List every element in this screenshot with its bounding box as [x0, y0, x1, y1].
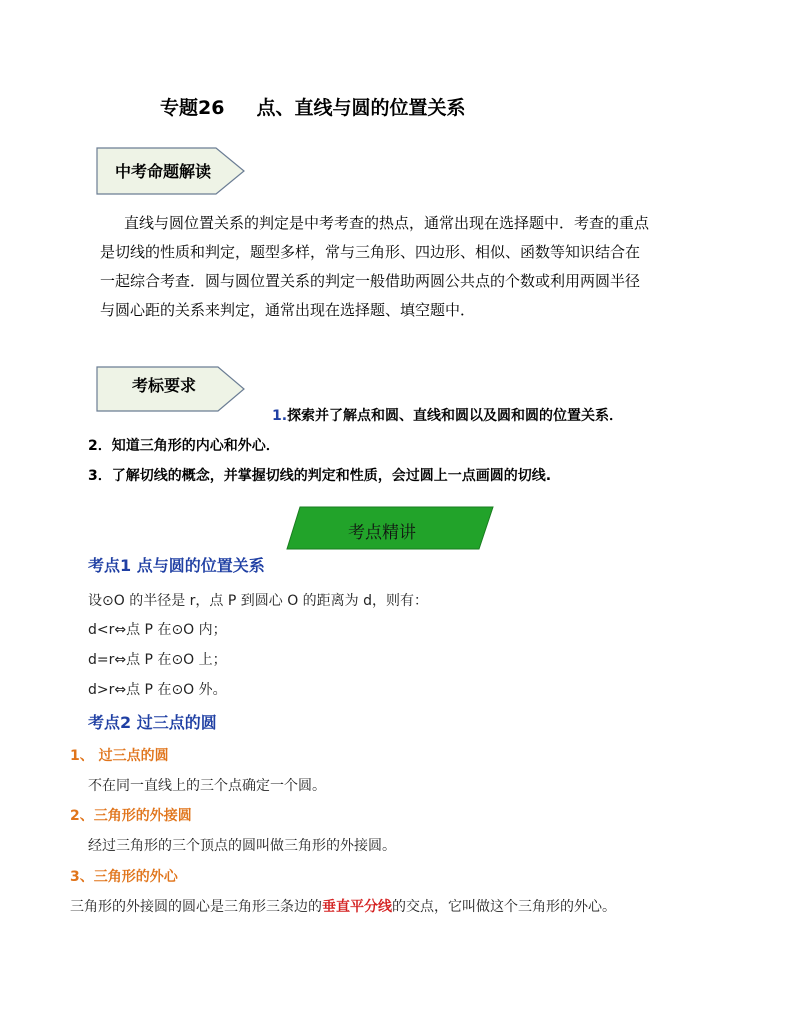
title-number: 专题26 [160, 97, 225, 119]
key-point-1-line: 设⊙O 的半径是 r，点 P 到圆心 O 的距离为 d，则有： [88, 593, 429, 609]
exam-analysis-paragraph [100, 209, 700, 325]
key-point-1-line: d=r⇔点 P 在⊙O 上； [88, 652, 227, 668]
requirement-item-3 [88, 465, 551, 485]
paragraph-line: 与圆心距的关系来判定，通常出现在选择题、填空题中． [100, 301, 476, 319]
key-point-1-line: d<r⇔点 P 在⊙O 内； [88, 622, 227, 638]
section-tag-requirements [96, 366, 246, 412]
text-segment: 的交点，它叫做这个三角形的外心。 [392, 899, 616, 915]
subsection-label-2: 2、三角形的外接圆 [70, 808, 192, 824]
subsection-text-2: 经过三角形的三个顶点的圆叫做三角形的外接圆。 [88, 838, 396, 854]
requirement-item-1 [272, 405, 623, 425]
requirement-item-2 [88, 435, 280, 455]
section-tag-exam-analysis [96, 147, 246, 195]
title-text: 点、直线与圆的位置关系 [256, 97, 466, 119]
key-point-2-heading: 考点2 过三点的圆 [88, 713, 217, 732]
requirement-number: 1. [272, 408, 288, 424]
section-tag-label: 中考命题解读 [115, 162, 212, 181]
requirement-text: 探索并了解点和圆、直线和圆以及圆和圆的位置关系． [287, 408, 624, 424]
paragraph-line: 直线与圆位置关系的判定是中考考查的热点，通常出现在选择题中．考查的重点 [124, 214, 650, 232]
paragraph-line: 一起综合考查．圆与圆位置关系的判定一般借助两圆公共点的个数或利用两圆半径 [100, 272, 641, 290]
requirement-number: 3． [88, 468, 112, 484]
key-points-banner [286, 506, 494, 550]
key-point-1-heading: 考点1 点与圆的位置关系 [88, 556, 265, 575]
subsection-label-3: 3、三角形的外心 [70, 869, 178, 885]
page-title [160, 93, 465, 120]
requirement-text: 知道三角形的内心和外心． [111, 438, 280, 454]
key-point-1-line: d>r⇔点 P 在⊙O 外。 [88, 682, 227, 698]
requirement-text: 了解切线的概念，并掌握切线的判定和性质，会过圆上一点画圆的切线. [111, 468, 552, 484]
paragraph-line: 是切线的性质和判定，题型多样，常与三角形、四边形、相似、函数等知识结合在 [100, 243, 641, 261]
requirement-number: 2． [88, 438, 112, 454]
subsection-text-3 [70, 896, 616, 916]
subsection-label-1: 1、 过三点的圆 [70, 748, 169, 764]
highlighted-term: 垂直平分线 [322, 899, 392, 915]
banner-label: 考点精讲 [348, 523, 416, 543]
subsection-text-1: 不在同一直线上的三个点确定一个圆。 [88, 778, 326, 794]
text-segment: 三角形的外接圆的圆心是三角形三条边的 [70, 899, 322, 915]
section-tag-label: 考标要求 [132, 376, 197, 395]
